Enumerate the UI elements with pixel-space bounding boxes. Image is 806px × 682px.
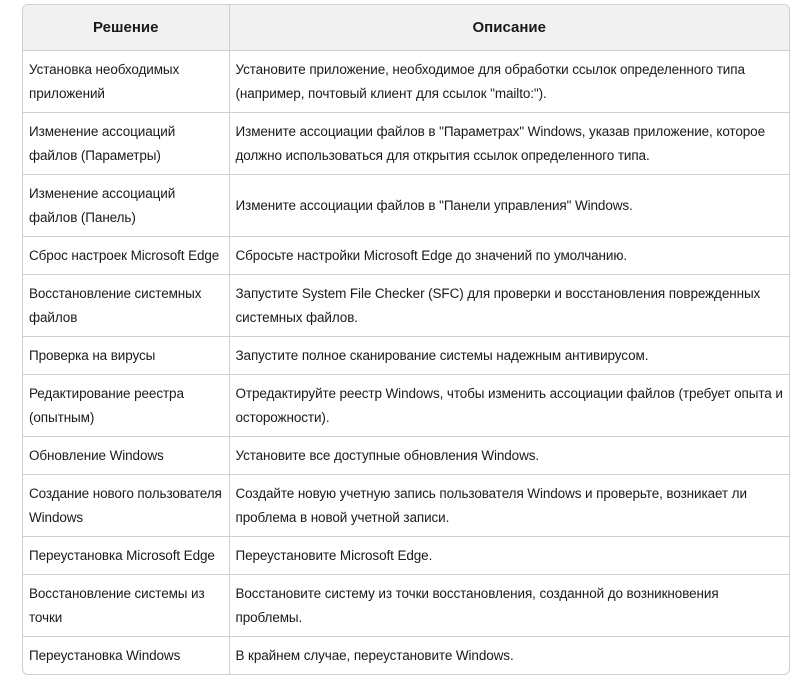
table-row [23,337,789,375]
description-cell: Измените ассоциации файлов в "Параметрах" Windows, указав приложение, которое должно использоваться для открытия ссылок определенного типа. [229,113,789,175]
table-body [23,51,789,675]
table-row [23,51,789,113]
header-solution: Решение [23,5,229,51]
table-header [23,5,789,51]
description-cell: В крайнем случае, переустановите Windows. [229,637,789,675]
solution-cell: Восстановление системных файлов [23,275,229,337]
solution-cell: Изменение ассоциаций файлов (Панель) [23,175,229,237]
table-row [23,637,789,675]
table-row [23,375,789,437]
description-cell: Восстановите систему из точки восстановления, созданной до возникновения проблемы. [229,575,789,637]
solution-cell: Установка необходимых приложений [23,51,229,113]
header-description: Описание [229,5,789,51]
description-cell: Отредактируйте реестр Windows, чтобы изменить ассоциации файлов (требует опыта и осторожности). [229,375,789,437]
solution-cell: Восстановление системы из точки [23,575,229,637]
table-row [23,113,789,175]
solution-cell: Проверка на вирусы [23,337,229,375]
table-row [23,275,789,337]
table-row [23,437,789,475]
table-row [23,175,789,237]
solution-cell: Создание нового пользователя Windows [23,475,229,537]
solution-cell: Сброс настроек Microsoft Edge [23,237,229,275]
description-cell: Запустите полное сканирование системы надежным антивирусом. [229,337,789,375]
table-row [23,537,789,575]
solution-cell: Изменение ассоциаций файлов (Параметры) [23,113,229,175]
solution-cell: Переустановка Microsoft Edge [23,537,229,575]
solution-cell: Редактирование реестра (опытным) [23,375,229,437]
solution-cell: Обновление Windows [23,437,229,475]
description-cell: Установите все доступные обновления Windows. [229,437,789,475]
table-row [23,237,789,275]
table-row [23,575,789,637]
description-cell: Запустите System File Checker (SFC) для проверки и восстановления поврежденных системных файлов. [229,275,789,337]
header-row [23,5,789,51]
table-row [23,475,789,537]
description-cell: Сбросьте настройки Microsoft Edge до значений по умолчанию. [229,237,789,275]
solution-cell: Переустановка Windows [23,637,229,675]
description-cell: Установите приложение, необходимое для обработки ссылок определенного типа (например, почтовый клиент для ссылок "mailto:"). [229,51,789,113]
description-cell: Переустановите Microsoft Edge. [229,537,789,575]
solutions-table [22,4,790,675]
solutions-table-grid [23,5,789,674]
description-cell: Создайте новую учетную запись пользователя Windows и проверьте, возникает ли проблема в новой учетной записи. [229,475,789,537]
description-cell: Измените ассоциации файлов в "Панели управления" Windows. [229,175,789,237]
